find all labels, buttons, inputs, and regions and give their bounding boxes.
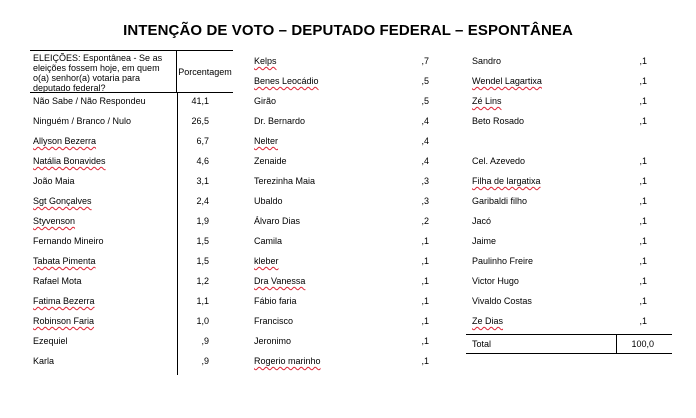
row-name: Ezequiel <box>33 336 68 346</box>
row-name: Karla <box>33 356 55 366</box>
row-value: ,1 <box>421 256 429 266</box>
row-name <box>254 353 404 369</box>
row-name-text: Rogerio marinho <box>254 356 321 366</box>
row-value: ,5 <box>421 96 429 106</box>
row-name <box>472 73 622 89</box>
row-value: ,1 <box>639 216 647 226</box>
row-name-text: Zé Lins <box>472 96 502 106</box>
row-name: Jacó <box>472 216 492 226</box>
row-name: Terezinha Maia <box>254 176 316 186</box>
row-name <box>254 253 404 269</box>
row-value: ,7 <box>421 56 429 66</box>
row-value: ,4 <box>421 136 429 146</box>
row-name-text: Fatima Bezerra <box>33 296 95 306</box>
row-value: ,5 <box>421 76 429 86</box>
row-name-text: Allyson Bezerra <box>33 136 97 146</box>
row-name: Vivaldo Costas <box>472 296 532 306</box>
row-name <box>33 133 183 149</box>
row-name: Zenaide <box>254 156 287 166</box>
row-name <box>33 193 183 209</box>
row-name-text: Styvenson <box>33 216 76 226</box>
row-name <box>472 173 622 189</box>
row-name: Jeronimo <box>254 336 292 346</box>
row-name-text: kleber <box>254 256 279 266</box>
row-name <box>254 53 404 69</box>
row-name <box>472 93 622 109</box>
row-value: 4,6 <box>196 156 209 166</box>
row-value: ,1 <box>421 236 429 246</box>
row-value: ,3 <box>421 196 429 206</box>
row-value: ,1 <box>639 236 647 246</box>
percent-header <box>177 50 233 93</box>
row-name: Victor Hugo <box>472 276 519 286</box>
row-name: Garibaldi filho <box>472 196 528 206</box>
row-value: ,1 <box>421 316 429 326</box>
row-name-text: Wendel Lagartixa <box>472 76 542 86</box>
row-name <box>33 313 183 329</box>
row-value: ,1 <box>421 356 429 366</box>
row-value: ,4 <box>421 156 429 166</box>
row-name-text: Nelter <box>254 136 279 146</box>
row-name <box>254 73 404 89</box>
row-value: ,9 <box>201 336 209 346</box>
row-name: João Maia <box>33 176 75 186</box>
row-value: ,1 <box>421 276 429 286</box>
row-name-text: Benes Leocádio <box>254 76 319 86</box>
row-value: ,1 <box>639 256 647 266</box>
row-name <box>33 213 183 229</box>
row-value: 1,0 <box>196 316 209 326</box>
row-value: ,2 <box>421 216 429 226</box>
row-name: Cel. Azevedo <box>472 156 526 166</box>
row-name-text: Dra Vanessa <box>254 276 306 286</box>
row-name: Francisco <box>254 316 294 326</box>
row-name: Dr. Bernardo <box>254 116 306 126</box>
row-name <box>472 313 622 329</box>
row-value: ,1 <box>639 116 647 126</box>
total-label: Total <box>472 339 492 349</box>
row-value: ,1 <box>421 296 429 306</box>
row-name: Ninguém / Branco / Nulo <box>33 116 132 126</box>
row-name: Ubaldo <box>254 196 283 206</box>
total-value: 100,0 <box>631 339 654 349</box>
row-value: 6,7 <box>196 136 209 146</box>
row-value: 1,5 <box>196 236 209 246</box>
row-name <box>33 153 183 169</box>
row-value: ,3 <box>421 176 429 186</box>
row-name-text: Tabata Pimenta <box>33 256 96 266</box>
row-value: ,1 <box>639 176 647 186</box>
row-value: 1,1 <box>196 296 209 306</box>
row-value: 1,2 <box>196 276 209 286</box>
row-name: Fábio faria <box>254 296 297 306</box>
row-name-text: Natália Bonavides <box>33 156 106 166</box>
page-title: INTENÇÃO DE VOTO – DEPUTADO FEDERAL – ESPONTÂNEA <box>123 22 573 39</box>
row-name-text: Ze Dias <box>472 316 504 326</box>
row-value: ,1 <box>639 276 647 286</box>
row-value: 3,1 <box>196 176 209 186</box>
row-value: ,1 <box>639 56 647 66</box>
row-name: Não Sabe / Não Respondeu <box>33 96 146 106</box>
row-name: Camila <box>254 236 283 246</box>
row-name: Paulinho Freire <box>472 256 534 266</box>
row-value: ,1 <box>639 96 647 106</box>
row-value: ,1 <box>421 336 429 346</box>
row-name-text: Sgt Gonçalves <box>33 196 92 206</box>
question-header: ELEIÇÕES: Espontânea - Se as eleições fossem hoje, em quem o(a) senhor(a) votaria para deputado federal? <box>30 50 177 93</box>
row-name <box>254 273 404 289</box>
row-name-text: Robinson Faria <box>33 316 95 326</box>
row-value: ,4 <box>421 116 429 126</box>
row-value: 1,5 <box>196 256 209 266</box>
row-value: ,1 <box>639 316 647 326</box>
row-value: ,1 <box>639 296 647 306</box>
row-value: ,9 <box>201 356 209 366</box>
row-name <box>33 293 183 309</box>
row-name: Beto Rosado <box>472 116 525 126</box>
row-name <box>254 133 404 149</box>
row-name-text: Kelps <box>254 56 277 66</box>
row-value: ,1 <box>639 76 647 86</box>
percent-header-label: Porcentagem <box>178 66 232 77</box>
row-value: 26,5 <box>191 116 209 126</box>
row-value: ,1 <box>639 196 647 206</box>
row-value: 41,1 <box>191 96 209 106</box>
row-value: ,1 <box>639 156 647 166</box>
row-name: Girão <box>254 96 277 106</box>
row-name: Jaime <box>472 236 497 246</box>
row-name <box>33 253 183 269</box>
total-bottom-rule <box>466 353 672 354</box>
row-name: Sandro <box>472 56 502 66</box>
row-name: Álvaro Dias <box>254 216 301 226</box>
row-name: Rafael Mota <box>33 276 82 286</box>
row-name: Fernando Mineiro <box>33 236 104 246</box>
row-value: 2,4 <box>196 196 209 206</box>
row-value: 1,9 <box>196 216 209 226</box>
total-top-rule <box>466 334 672 335</box>
row-name-text: Filha de largatixa <box>472 176 541 186</box>
